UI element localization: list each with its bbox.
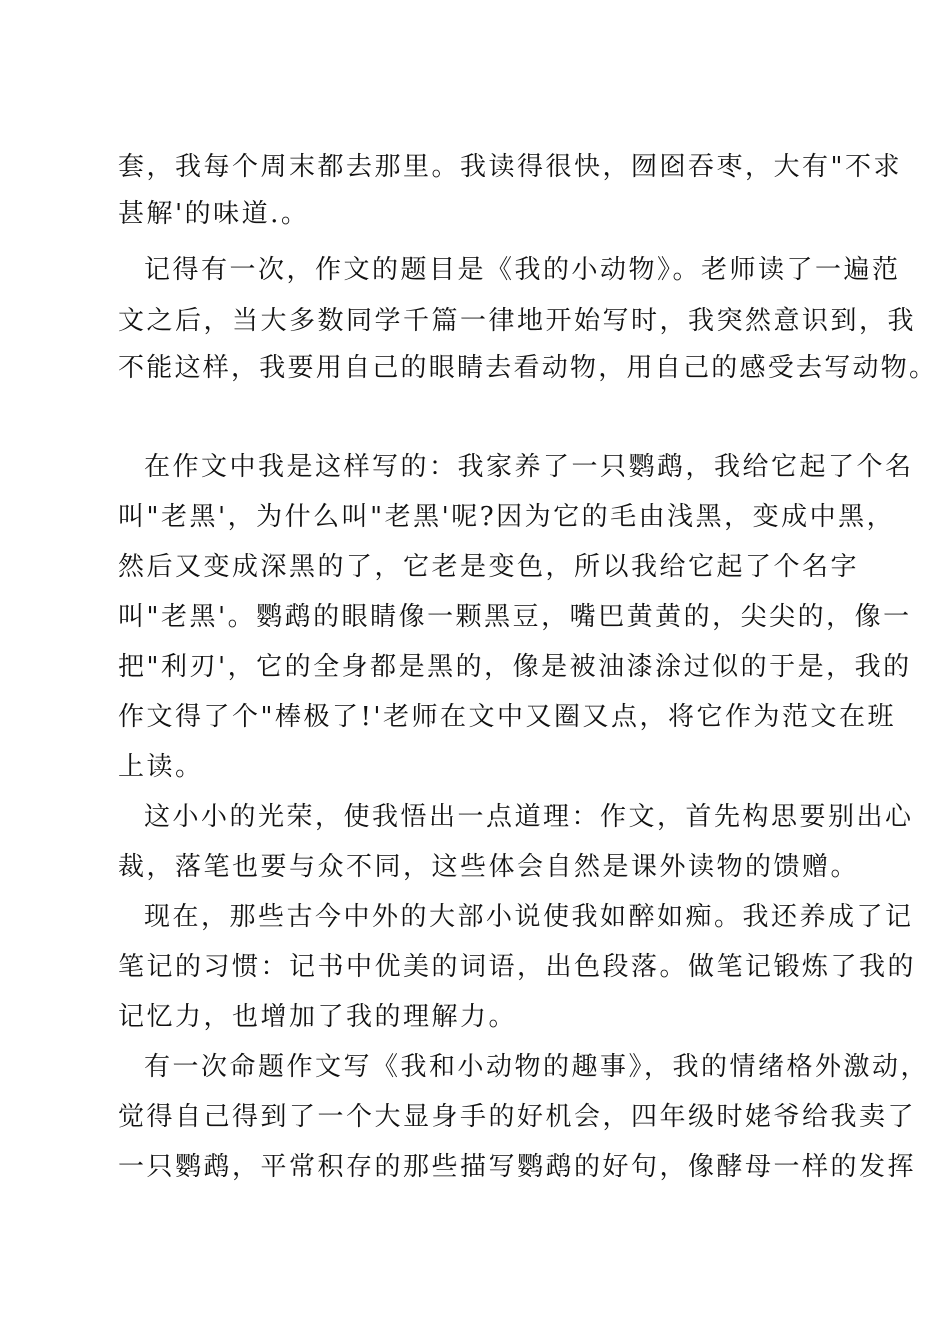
text-line: 笔记的习惯：记书中优美的词语，出色段落。做笔记锻炼了我的 (118, 952, 917, 982)
text-line: 套，我每个周末都去那里。我读得很快，囫囵吞枣，大有"不求 (118, 152, 902, 182)
text-line: 作文得了个"棒极了!'老师在文中又圈又点，将它作为范文在班 (118, 702, 897, 732)
text-line: 有一次命题作文写《我和小动物的趣事》，我的情绪格外激动， (144, 1052, 930, 1082)
text-line: 不能这样，我要用自己的眼睛去看动物，用自己的感受去写动物。 (118, 353, 938, 383)
text-line: 然后又变成深黑的了，它老是变色，所以我给它起了个名字 (118, 552, 860, 582)
text-line: 裁，落笔也要与众不同，这些体会自然是课外读物的馈赠。 (118, 852, 860, 882)
text-line: 在作文中我是这样写的：我家养了一只鹦鹉，我给它起了个名 (144, 452, 914, 482)
text-line: 上读。 (118, 752, 204, 782)
text-line: 记忆力，也增加了我的理解力。 (118, 1002, 518, 1032)
text-line: 文之后，当大多数同学千篇一律地开始写时，我突然意识到，我 (118, 306, 917, 336)
text-line: 叫"老黑'。鹦鹉的眼睛像一颗黑豆，嘴巴黄黄的，尖尖的，像一 (118, 602, 912, 632)
text-line: 现在，那些古今中外的大部小说使我如醉如痴。我还养成了记 (144, 902, 914, 932)
text-line: 甚解'的味道.。 (118, 199, 310, 229)
text-line: 一只鹦鹉，平常积存的那些描写鹦鹉的好句，像酵母一样的发挥 (118, 1152, 917, 1182)
text-line: 把"利刃'，它的全身都是黑的，像是被油漆涂过似的于是，我的 (118, 652, 912, 682)
text-line: 叫"老黑'，为什么叫"老黑'呢?因为它的毛由浅黑，变成中黑， (118, 502, 896, 532)
text-line: 这小小的光荣，使我悟出一点道理：作文，首先构思要别出心 (144, 802, 914, 832)
text-line: 记得有一次，作文的题目是《我的小动物》。老师读了一遍范 (144, 255, 901, 285)
text-line: 觉得自己得到了一个大显身手的好机会，四年级时姥爷给我卖了 (118, 1102, 917, 1132)
